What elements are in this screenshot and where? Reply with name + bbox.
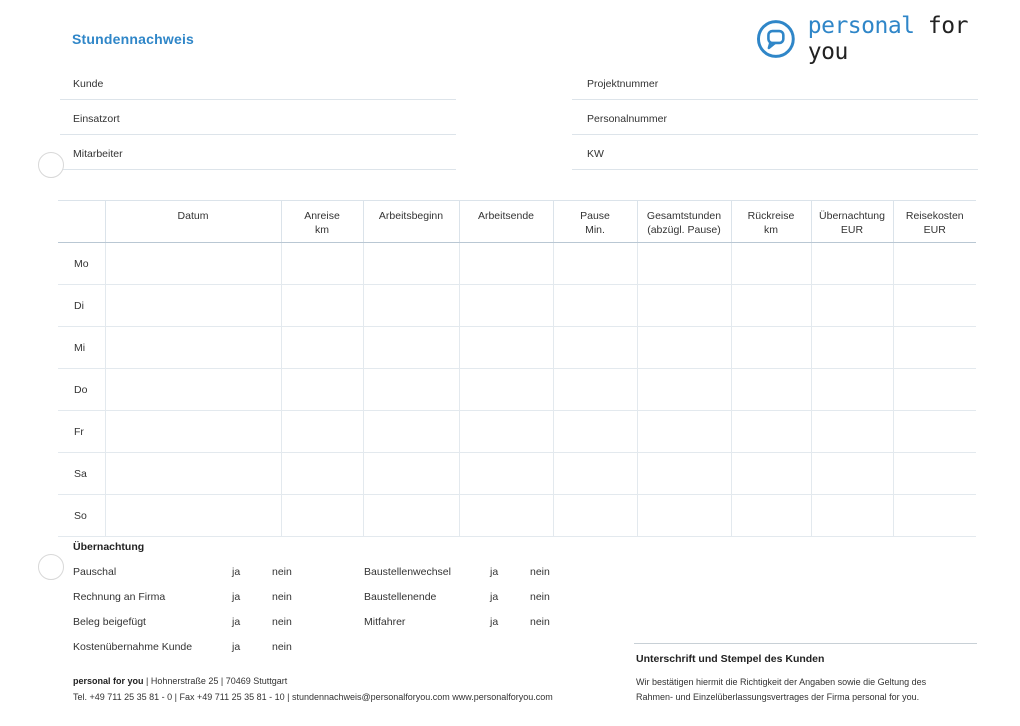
- page-title: Stundennachweis: [72, 31, 195, 47]
- table-row: [58, 411, 976, 453]
- field-label-projektnummer: Projektnummer: [587, 78, 659, 90]
- header-arbeitsende: Arbeitsende: [459, 201, 553, 243]
- table-cell[interactable]: [459, 327, 553, 369]
- table-cell[interactable]: [459, 243, 553, 285]
- field-kw-line[interactable]: [572, 169, 978, 170]
- table-cell[interactable]: [637, 495, 731, 537]
- header-rueckreise: Rückreise km: [731, 201, 811, 243]
- table-cell[interactable]: [637, 411, 731, 453]
- option-nein[interactable]: nein: [272, 591, 292, 603]
- table-cell[interactable]: [553, 411, 637, 453]
- table-cell[interactable]: [281, 327, 363, 369]
- table-row: [58, 369, 976, 411]
- table-cell[interactable]: [363, 453, 459, 495]
- brand-name: [808, 13, 1020, 65]
- table-cell[interactable]: [459, 369, 553, 411]
- option-nein[interactable]: nein: [530, 591, 550, 603]
- table-cell[interactable]: [637, 243, 731, 285]
- header-day: [58, 201, 105, 243]
- table-cell[interactable]: [281, 411, 363, 453]
- table-cell[interactable]: [553, 453, 637, 495]
- table-cell[interactable]: [363, 495, 459, 537]
- table-cell[interactable]: [459, 411, 553, 453]
- option-ja[interactable]: ja: [490, 566, 499, 578]
- day-label: Mo: [58, 243, 105, 285]
- brand-primary: personal: [807, 13, 915, 39]
- speech-bubble-icon: [756, 19, 796, 59]
- option-ja[interactable]: ja: [232, 591, 241, 603]
- table-cell[interactable]: [553, 369, 637, 411]
- table-cell[interactable]: [363, 411, 459, 453]
- overnight-item-label: Baustellenwechsel: [364, 566, 451, 578]
- table-cell[interactable]: [637, 369, 731, 411]
- field-label-personalnummer: Personalnummer: [587, 113, 667, 125]
- signature-title: Unterschrift und Stempel des Kunden: [636, 653, 825, 665]
- brand-secondary: for you: [807, 13, 968, 65]
- table-cell[interactable]: [637, 285, 731, 327]
- table-cell[interactable]: [459, 453, 553, 495]
- table-cell[interactable]: [811, 453, 893, 495]
- table-cell[interactable]: [731, 453, 811, 495]
- field-projektnummer-line[interactable]: [572, 99, 978, 100]
- table-cell[interactable]: [363, 369, 459, 411]
- table-cell[interactable]: [363, 243, 459, 285]
- table-cell[interactable]: [553, 495, 637, 537]
- brand-logo: [756, 13, 1020, 65]
- header-reisekosten: Reisekosten EUR: [893, 201, 976, 243]
- field-label-einsatzort: Einsatzort: [73, 113, 120, 125]
- header-arbeitsbeginn: Arbeitsbeginn: [363, 201, 459, 243]
- overnight-item-label: Beleg beigefügt: [73, 616, 146, 628]
- table-cell[interactable]: [281, 369, 363, 411]
- header-datum: Datum: [105, 201, 281, 243]
- header-uebernachtung: Übernachtung EUR: [811, 201, 893, 243]
- footer-contact: Tel. +49 711 25 35 81 - 0 | Fax +49 711 25 35 81 - 10 | stundennachweis@personalforyou.com www.personalforyou.com: [73, 692, 553, 702]
- table-cell[interactable]: [893, 243, 976, 285]
- field-personalnummer-line[interactable]: [572, 134, 978, 135]
- field-einsatzort-line[interactable]: [60, 134, 456, 135]
- table-cell[interactable]: [731, 327, 811, 369]
- table-row: [58, 285, 976, 327]
- table-cell[interactable]: [105, 243, 281, 285]
- day-label: Di: [58, 285, 105, 327]
- table-cell[interactable]: [893, 495, 976, 537]
- overnight-item-label: Rechnung an Firma: [73, 591, 166, 603]
- table-cell[interactable]: [637, 327, 731, 369]
- overnight-item-label: Mitfahrer: [364, 616, 406, 628]
- field-kunde-line[interactable]: [60, 99, 456, 100]
- table-cell[interactable]: [281, 285, 363, 327]
- footer-address: [73, 676, 287, 686]
- timesheet-table: [58, 200, 976, 537]
- table-row: [58, 243, 976, 285]
- option-ja[interactable]: ja: [232, 641, 241, 653]
- field-label-mitarbeiter: Mitarbeiter: [73, 148, 123, 160]
- table-cell[interactable]: [893, 453, 976, 495]
- table-cell[interactable]: [553, 327, 637, 369]
- signature-text-line: Wir bestätigen hiermit die Richtigkeit der Angaben sowie die Geltung des: [636, 677, 927, 687]
- table-cell[interactable]: [553, 243, 637, 285]
- table-cell[interactable]: [105, 285, 281, 327]
- table-cell[interactable]: [637, 453, 731, 495]
- table-cell[interactable]: [459, 495, 553, 537]
- table-cell[interactable]: [731, 243, 811, 285]
- signature-line[interactable]: [634, 643, 977, 644]
- table-header-row: [58, 201, 976, 243]
- option-ja[interactable]: ja: [232, 616, 241, 628]
- day-label: So: [58, 495, 105, 537]
- table-cell[interactable]: [363, 285, 459, 327]
- table-cell[interactable]: [281, 243, 363, 285]
- day-label: Fr: [58, 411, 105, 453]
- table-cell[interactable]: [105, 453, 281, 495]
- field-label-kw: KW: [587, 148, 604, 160]
- table-row: [58, 495, 976, 537]
- overnight-item-label: Kostenübernahme Kunde: [73, 641, 193, 653]
- table-cell[interactable]: [811, 285, 893, 327]
- table-cell[interactable]: [811, 369, 893, 411]
- table-cell[interactable]: [281, 453, 363, 495]
- table-cell[interactable]: [281, 495, 363, 537]
- signature-text: [636, 675, 996, 705]
- table-cell[interactable]: [811, 411, 893, 453]
- footer-address-text: | Hohnerstraße 25 | 70469 Stuttgart: [143, 676, 288, 686]
- table-cell[interactable]: [893, 327, 976, 369]
- overnight-item-label: Pauschal: [73, 566, 117, 578]
- option-nein[interactable]: nein: [272, 566, 292, 578]
- table-cell[interactable]: [893, 285, 976, 327]
- option-ja[interactable]: ja: [490, 591, 499, 603]
- table-cell[interactable]: [731, 495, 811, 537]
- table-cell[interactable]: [811, 495, 893, 537]
- table-cell[interactable]: [105, 327, 281, 369]
- footer-company: personal for you: [73, 676, 144, 686]
- header-pause: Pause Min.: [553, 201, 637, 243]
- option-nein[interactable]: nein: [530, 616, 550, 628]
- punch-hole: [38, 554, 64, 580]
- table-row: [58, 327, 976, 369]
- option-ja[interactable]: ja: [232, 566, 241, 578]
- option-nein[interactable]: nein: [530, 566, 550, 578]
- table-cell[interactable]: [363, 327, 459, 369]
- table-cell[interactable]: [811, 327, 893, 369]
- table-cell[interactable]: [105, 411, 281, 453]
- header-gesamtstunden: Gesamtstunden (abzügl. Pause): [637, 201, 731, 243]
- header-anreise: Anreise km: [281, 201, 363, 243]
- field-mitarbeiter-line[interactable]: [60, 169, 456, 170]
- table-cell[interactable]: [893, 411, 976, 453]
- table-cell[interactable]: [459, 285, 553, 327]
- table-row: [58, 453, 976, 495]
- table-cell[interactable]: [893, 369, 976, 411]
- table-cell[interactable]: [731, 411, 811, 453]
- table-cell[interactable]: [105, 369, 281, 411]
- option-nein[interactable]: nein: [272, 616, 292, 628]
- table-cell[interactable]: [105, 495, 281, 537]
- table-cell[interactable]: [731, 285, 811, 327]
- table-cell[interactable]: [811, 243, 893, 285]
- day-label: Mi: [58, 327, 105, 369]
- overnight-title: Übernachtung: [73, 541, 145, 553]
- day-label: Do: [58, 369, 105, 411]
- option-nein[interactable]: nein: [272, 641, 292, 653]
- overnight-item-label: Baustellenende: [364, 591, 437, 603]
- day-label: Sa: [58, 453, 105, 495]
- table-cell[interactable]: [553, 285, 637, 327]
- option-ja[interactable]: ja: [490, 616, 499, 628]
- field-label-kunde: Kunde: [73, 78, 104, 90]
- punch-hole: [38, 152, 64, 178]
- table-cell[interactable]: [731, 369, 811, 411]
- signature-text-line: Rahmen- und Einzelüberlassungsvertrages der Firma personal for you.: [636, 692, 920, 702]
